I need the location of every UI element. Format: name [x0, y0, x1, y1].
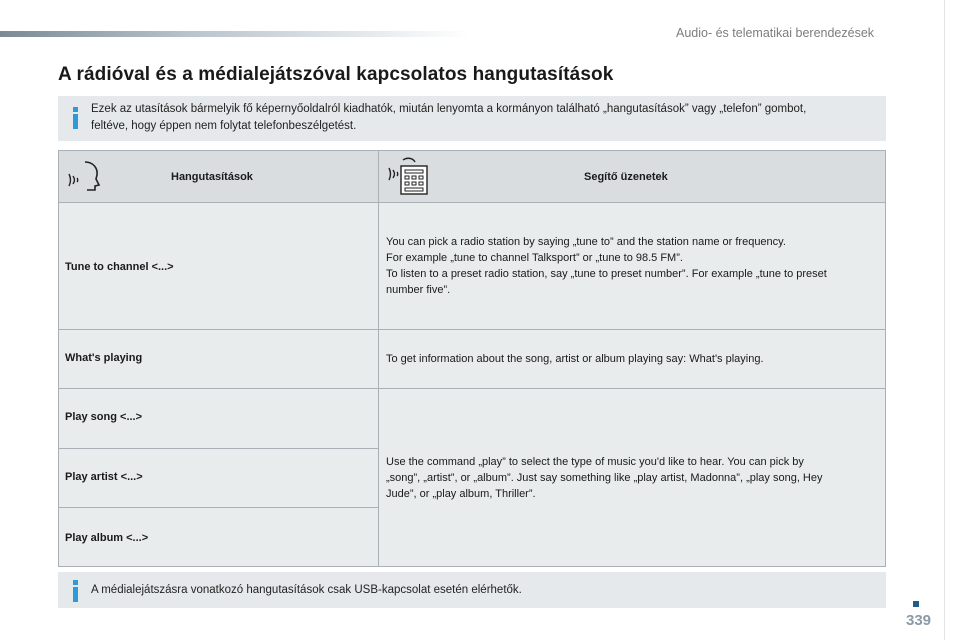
info-line-2: feltéve, hogy éppen nem folytat telefonbeszélgetést.	[91, 120, 357, 132]
page-number: 339	[906, 612, 932, 629]
table-row	[59, 203, 885, 330]
help-cell	[386, 234, 878, 298]
sub-row	[59, 449, 378, 508]
command-cell: Play album <...>	[65, 532, 149, 544]
command-cell: Play artist <...>	[65, 471, 143, 483]
help-line: You can pick a radio station by saying „tune to” and the station name or frequency.	[386, 236, 786, 248]
help-line: number five”.	[386, 284, 451, 296]
command-cell: What's playing	[65, 352, 143, 364]
col-header-commands: Hangutasítások	[171, 171, 253, 183]
help-cell	[386, 454, 878, 502]
table-row	[59, 389, 885, 566]
info-line-1: Ezek az utasítások bármelyik fő képernyőoldalról kiadhatók, miután lenyomta a kormányon található „hangutasítások” vagy „telefon” gombot,	[91, 103, 807, 115]
sub-row	[59, 508, 378, 566]
voice-screen-icon	[385, 156, 431, 196]
info-icon	[71, 107, 81, 129]
info-box-top	[58, 96, 886, 141]
page-title: A rádióval és a médialejátszóval kapcsolatos hangutasítások	[58, 64, 614, 85]
help-line: „song”, „artist”, or „album”. Just say something like „play artist, Madonna”, „play song, Hey	[386, 472, 823, 484]
voice-commands-table	[58, 150, 886, 567]
command-cell: Play song <...>	[65, 411, 143, 423]
header-gradient-bar	[0, 31, 470, 37]
section-title: Audio- és telematikai berendezések	[676, 26, 875, 40]
table-row	[59, 330, 885, 389]
help-line: To listen to a preset radio station, say „tune to preset number”. For example „tune to preset	[386, 268, 827, 280]
help-cell: To get information about the song, artist or album playing say: What's playing.	[386, 353, 764, 365]
info-box-bottom	[58, 572, 886, 608]
help-line: Use the command „play” to select the type of music you'd like to hear. You can pick by	[386, 456, 804, 468]
page-marker	[913, 601, 919, 607]
page-edge-rule	[944, 0, 945, 640]
help-line: For example „tune to channel Talksport” or „tune to 98.5 FM”.	[386, 252, 683, 264]
voice-head-icon	[65, 160, 101, 192]
help-line: Jude”, or „play album, Thriller”.	[386, 488, 536, 500]
info-icon	[71, 580, 81, 602]
table-header	[59, 151, 885, 203]
column-divider	[378, 151, 379, 566]
info-bottom-text: A médialejátszásra vonatkozó hangutasítások csak USB-kapcsolat esetén elérhetők.	[91, 584, 522, 596]
col-header-help: Segítő üzenetek	[584, 171, 668, 183]
command-cell: Tune to channel <...>	[65, 261, 174, 273]
sub-row	[59, 389, 378, 449]
